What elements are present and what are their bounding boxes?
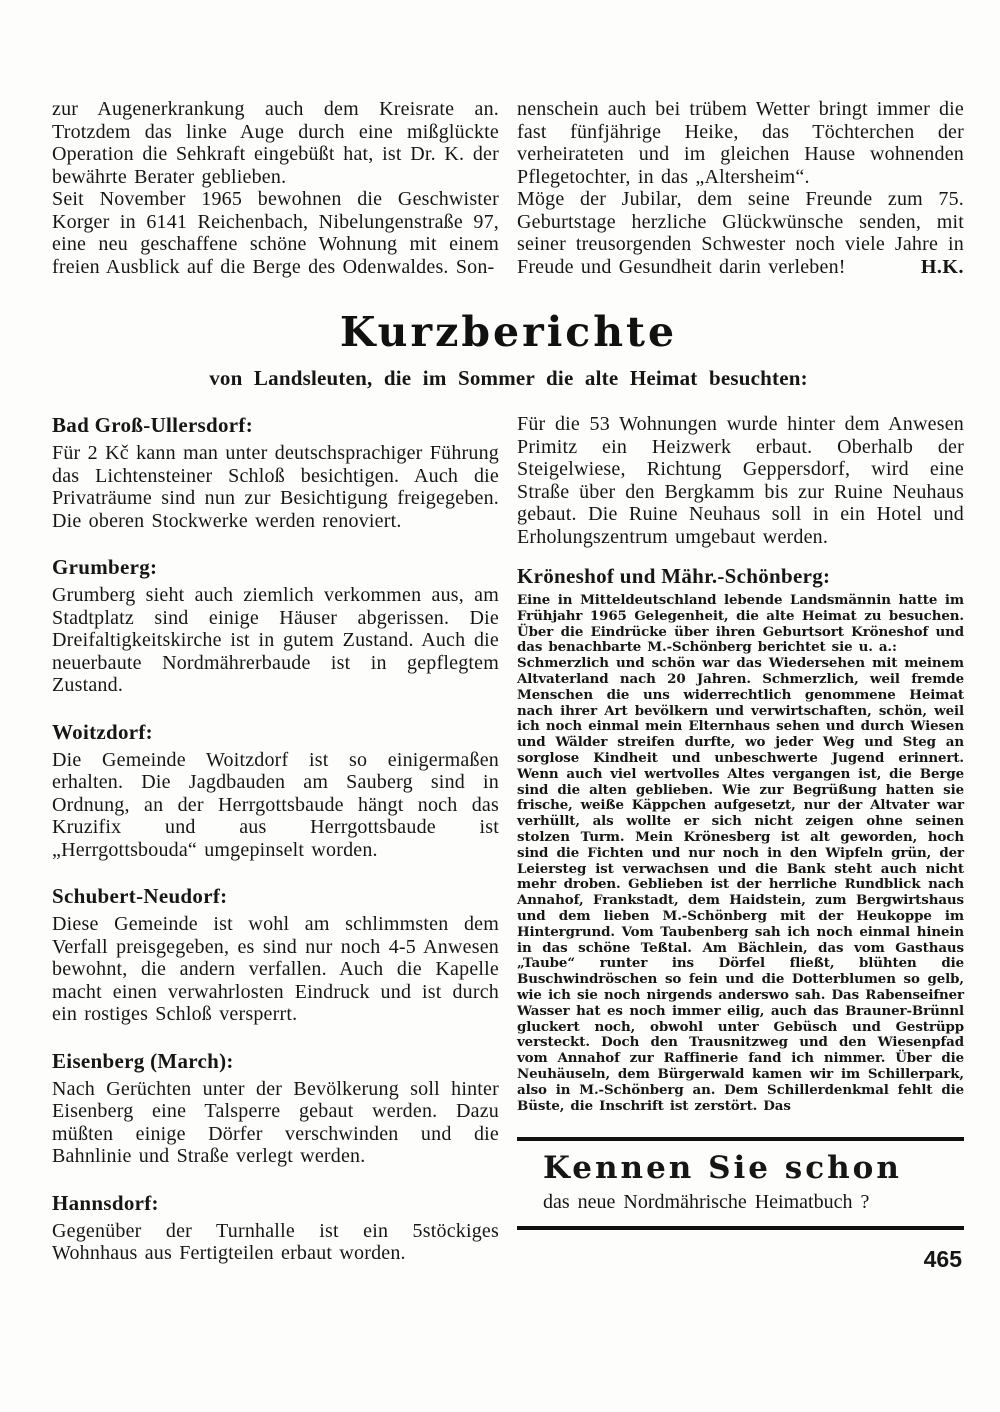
section-kroeneshof	[517, 564, 964, 1114]
section-body: Grumberg sieht auch ziemlich verkommen aus, am Stadtplatz sind einige Häuser abgerissen. Die Dreifaltigkeitskirche ist in gutem Zustand. Auch die neuerbaute Nordmährerbaude ist in gepflegtem Zustand.	[52, 584, 499, 696]
article-subtitle: von Landsleuten, die im Sommer die alte Heimat besuchten:	[209, 366, 808, 390]
promo-subtitle: das neue Nordmährische Heimatbuch ?	[543, 1191, 870, 1214]
report-intro: Eine in Mitteldeutschland lebende Landsmännin hatte im Frühjahr 1965 Gelegenheit, die alte Heimat zu besuchen. Über die Eindrücke über ihren Geburtsort Kröneshof und das benachbarte M.-Schönberg berichtet sie u. a.:	[517, 592, 964, 656]
section-body: Für 2 Kč kann man unter deutschsprachiger Führung das Lichtensteiner Schloß besichtigen. Auch die Privaträume sind nun zur Besichtigung freigegeben. Die oberen Stockwerke werden renoviert.	[52, 442, 499, 532]
section-body: Diese Gemeinde ist wohl am schlimmsten dem Verfall preisgegeben, es sind nur noch 4-5 Anwesen bewohnt, die andern verfallen. Auch die Kapelle macht einen verwahrlosten Eindruck und ist durch ein rostiges Schloß versperrt.	[52, 913, 499, 1025]
intro-left-column	[52, 98, 499, 278]
section-heading: Bad Groß-Ullersdorf:	[52, 413, 254, 437]
report-smalltext	[517, 593, 964, 1114]
intro-right-column	[517, 98, 964, 278]
promo-box	[517, 1137, 964, 1230]
report-body: Schmerzlich und schön war das Wiedersehen mit meinem Altvaterland nach 20 Jahren. Schmerzlich, weil fremde Menschen die uns widerrechtlich genommene Heimat nach ihrer Art bevölkern und verwirtschaften, schön, weil ich noch einmal mein Elternhaus sehen und durch Wiesen und Wälder streifen durfte, wo jeder Weg und Steg an sorglose Kindheit und unbeschwerte Jugend erinnert. Wenn auch viel wertvolles Altes vergangen ist, die Berge sind die alten geblieben. Wie zur Begrüßung hatten sie frische, weiße Käppchen aufgesetzt, nur der Altvater war verhüllt, als wollte er sich nicht zeigen ohne seinen stolzen Turm. Mein Krönesberg ist alt geworden, hoch sind die Fichten und nur noch in den Wipfeln grün, der Leiersteg ist verwachsen und die Bank steht auch nicht mehr droben. Geblieben ist der herrliche Rundblick nach Annahof, Frankstadt, dem Haidstein, zum Bergwirtshaus und dem lieben M.-Schönberg mit der Heukoppe im Hintergrund. Vom Taubenberg sah ich noch einmal hinein in das schöne Teßtal. Am Bächlein, das vom Gasthaus „Taube“ runter ins Dörfel fließt, blühten die Buschwindröschen so fein und die Dotterblumen so gelb, wie ich sie noch nirgends anderswo sah. Das Rabenseifner Wasser hat es noch immer eilig, auch das Brauner-Brünnl gluckert noch, obwohl unter Gebüsch und Gestrüpp versteckt. Doch den Trausnitzweg und den Wiesenpfad vom Annahof zur Raffinerie fand ich nimmer. Über die Neuhäuseln, dem Bürgerwald kamen wir im Schillerpark, also in M.-Schönberg an. Dem Schillerdenkmal fehlt die Büste, die Inschrift ist zerstört. Das	[517, 655, 964, 1114]
section-eisenberg	[52, 1049, 499, 1168]
section-body: Gegenüber der Turnhalle ist ein 5stöckiges Wohnhaus aus Fertigteilen erbaut worden.	[52, 1219, 499, 1264]
page-number: 465	[923, 1246, 962, 1273]
section-heading: Woitzdorf:	[52, 719, 153, 744]
article-title: Kurzberichte	[339, 308, 678, 356]
section-bad-gross-ullersdorf	[52, 413, 499, 532]
intro-article	[52, 98, 965, 278]
kurzberichte-right-column	[517, 413, 964, 1288]
section-body: Nach Gerüchten unter der Bevölkerung soll hinter Eisenberg eine Talsperre gebaut werden. Dazu müßten einige Dörfer verschwinden und die Bahnlinie und Straße verlegt werden.	[52, 1077, 499, 1167]
section-body: Die Gemeinde Woitzdorf ist so einigermaßen erhalten. Die Jagdbauden am Sauberg sind in Ordnung, an der Herrgottsbaude hängt noch das Kruzifix und aus Herrgottsbaude ist „Herrgottsbouda“ umgepinselt worden.	[52, 748, 499, 861]
section-heading: Eisenberg (March):	[52, 1048, 234, 1073]
section-hannsdorf	[52, 1191, 499, 1265]
paragraph: zur Augenerkrankung auch dem Kreisrate an. Trotzdem das linke Auge durch eine mißglückte Operation die Sehkraft eingebüßt hat, ist Dr. K. der bewährte Berater geblieben.	[52, 98, 499, 188]
section-schubert-neudorf	[52, 884, 499, 1026]
kurzberichte-left-column	[52, 413, 499, 1288]
section-heading: Hannsdorf:	[52, 1190, 159, 1215]
section-heading: Schubert-Neudorf:	[52, 884, 228, 908]
section-heading: Grumberg:	[52, 555, 158, 579]
author-initials: H.K.	[920, 255, 964, 278]
lead-paragraph: Für die 53 Wohnungen wurde hinter dem Anwesen Primitz ein Heizwerk erbaut. Oberhalb der Steigelwiese, Richtung Geppersdorf, wird eine Straße über den Bergkamm bis zur Ruine Neuhaus gebaut. Die Ruine Neuhaus soll in ein Hotel und Erholungszentrum umgebaut werden.	[517, 413, 964, 548]
section-grumberg	[52, 555, 499, 697]
paragraph	[517, 188, 964, 278]
paragraph: Seit November 1965 bewohnen die Geschwister Korger in 6141 Reichenbach, Nibelungenstraße 97, eine neu geschaffene schöne Wohnung mit einem freien Ausblick auf die Berge des Odenwaldes. Son-	[52, 188, 499, 278]
promo-title: Kennen Sie schon	[543, 1150, 902, 1187]
section-heading: Kröneshof und Mähr.-Schönberg:	[517, 564, 831, 588]
kurzberichte-columns	[52, 413, 965, 1288]
paragraph-text: Möge der Jubilar, dem seine Freunde zum 75. Geburtstage herzliche Glückwünsche senden, mit seiner treusorgenden Schwester noch viele Jahre in Freude und Gesundheit darin verleben!	[517, 188, 964, 278]
paragraph: nenschein auch bei trübem Wetter bringt immer die fast fünfjährige Heike, das Töchterchen der verheirateten und im gleichen Hause wohnenden Pflegetochter, in das „Altersheim“.	[517, 98, 964, 188]
section-woitzdorf	[52, 720, 499, 862]
